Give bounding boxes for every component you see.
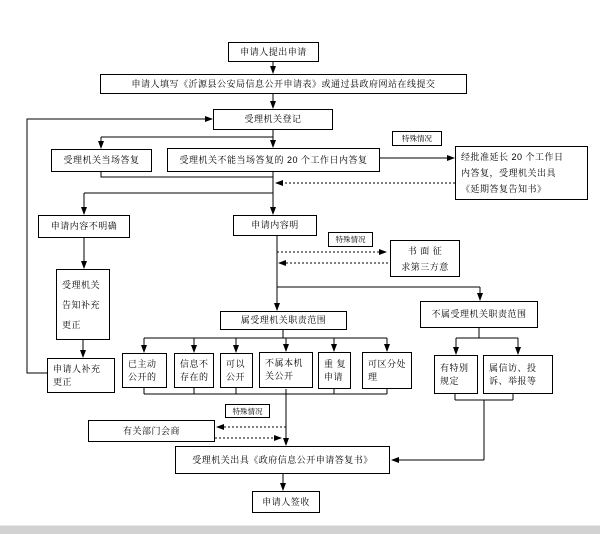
node-in-scope (220, 311, 347, 330)
node-special-case-bottom-label: 特殊情况 (232, 406, 263, 416)
node-repeat-apply (318, 352, 351, 389)
node-content-unclear (38, 215, 130, 238)
node-can-public-line: 可以 (226, 358, 246, 369)
node-petition-complaint (483, 355, 553, 394)
node-onsite-reply-label: 受理机关当场答复 (63, 155, 140, 165)
node-reply-within-20-days-label: 受理机关不能当场答复的 20 个工作日内答复 (179, 154, 368, 165)
node-extension-notice-line: 《延期答复告知书》 (461, 184, 547, 194)
node-special-case-top-label: 特殊情况 (402, 134, 432, 143)
node-petition-complaint-line: 诉、举报等 (489, 375, 537, 386)
node-extension-notice (455, 146, 588, 200)
node-out-of-scope (420, 301, 538, 328)
node-already-public (122, 353, 167, 388)
node-can-public (220, 353, 253, 388)
node-not-this-org (259, 352, 313, 388)
node-applicant-supplement-line: 更正 (53, 376, 73, 387)
node-petition-complaint-line: 属信访、投 (489, 362, 537, 373)
node-sign-receive-label: 申请人签收 (262, 496, 310, 507)
node-dept-consult (88, 420, 215, 442)
node-can-public-line: 公开 (226, 371, 246, 382)
node-not-this-org-line: 关公开 (265, 371, 294, 381)
node-not-this-org-line: 不属本机 (265, 358, 304, 368)
node-special-rule-line: 有特别 (440, 362, 469, 373)
node-out-of-scope-label: 不属受理机关职责范围 (431, 309, 527, 319)
node-repeat-apply-line: 重 复 (324, 358, 347, 369)
node-content-unclear-label: 申请内容不明确 (50, 221, 118, 231)
node-reply-document-label: 受理机关出具《政府信息公开申请答复书》 (192, 454, 373, 465)
node-special-rule (434, 355, 478, 394)
node-reply-within-20-days (167, 148, 380, 172)
node-applicant-submit (228, 42, 319, 62)
node-info-not-exist (174, 353, 214, 388)
node-reply-document (175, 446, 390, 474)
node-separable-handling-line: 可区分处 (368, 358, 407, 369)
node-third-party-opinion-line: 书 面 征 (407, 245, 443, 256)
node-special-case-mid-label: 特殊情况 (335, 235, 366, 244)
node-notify-supplement-line: 受理机关 (62, 279, 101, 290)
node-already-public-line: 公开的 (128, 371, 157, 382)
node-applicant-supplement (47, 358, 115, 393)
node-content-clear (233, 215, 317, 236)
node-third-party-opinion-line: 求第三方意 (401, 261, 449, 272)
bottom-gray-bar (0, 525, 600, 534)
node-repeat-apply-line: 申请 (324, 371, 344, 382)
node-extension-notice-line: 经批准延长 20 个工作日 (461, 152, 564, 162)
node-applicant-supplement-line: 申请人补充 (53, 363, 101, 374)
node-special-rule-line: 规定 (440, 375, 460, 386)
node-content-clear-label: 申请内容明 (251, 220, 299, 230)
node-sign-receive (252, 491, 320, 513)
node-register-label: 受理机关登记 (244, 114, 302, 124)
node-info-not-exist-line: 信息不 (180, 358, 209, 369)
node-fill-application-form (100, 74, 467, 94)
node-third-party-opinion (390, 240, 460, 277)
node-separable-handling-line: 理 (368, 371, 378, 382)
node-special-case-top (392, 131, 442, 146)
node-notify-supplement (56, 269, 110, 340)
node-register (213, 109, 333, 130)
node-applicant-submit-label: 申请人提出申请 (240, 46, 307, 57)
node-notify-supplement-line: 更正 (62, 319, 82, 330)
node-extension-notice-line: 内答复，受理机关出具 (461, 168, 557, 178)
node-fill-application-form-label: 申请人填写《沂源县公安局信息公开申请表》或通过县政府网站在线提交 (131, 78, 436, 89)
node-onsite-reply (51, 149, 152, 172)
node-separable-handling (362, 352, 412, 389)
node-dept-consult-label: 有关部门会商 (122, 425, 180, 436)
node-in-scope-label: 属受理机关职责范围 (240, 315, 327, 325)
node-already-public-line: 已主动 (128, 358, 157, 369)
node-special-case-bottom (225, 404, 270, 418)
node-notify-supplement-line: 告知补充 (62, 299, 101, 310)
node-special-case-mid (328, 232, 373, 247)
node-info-not-exist-line: 存在的 (180, 371, 209, 382)
